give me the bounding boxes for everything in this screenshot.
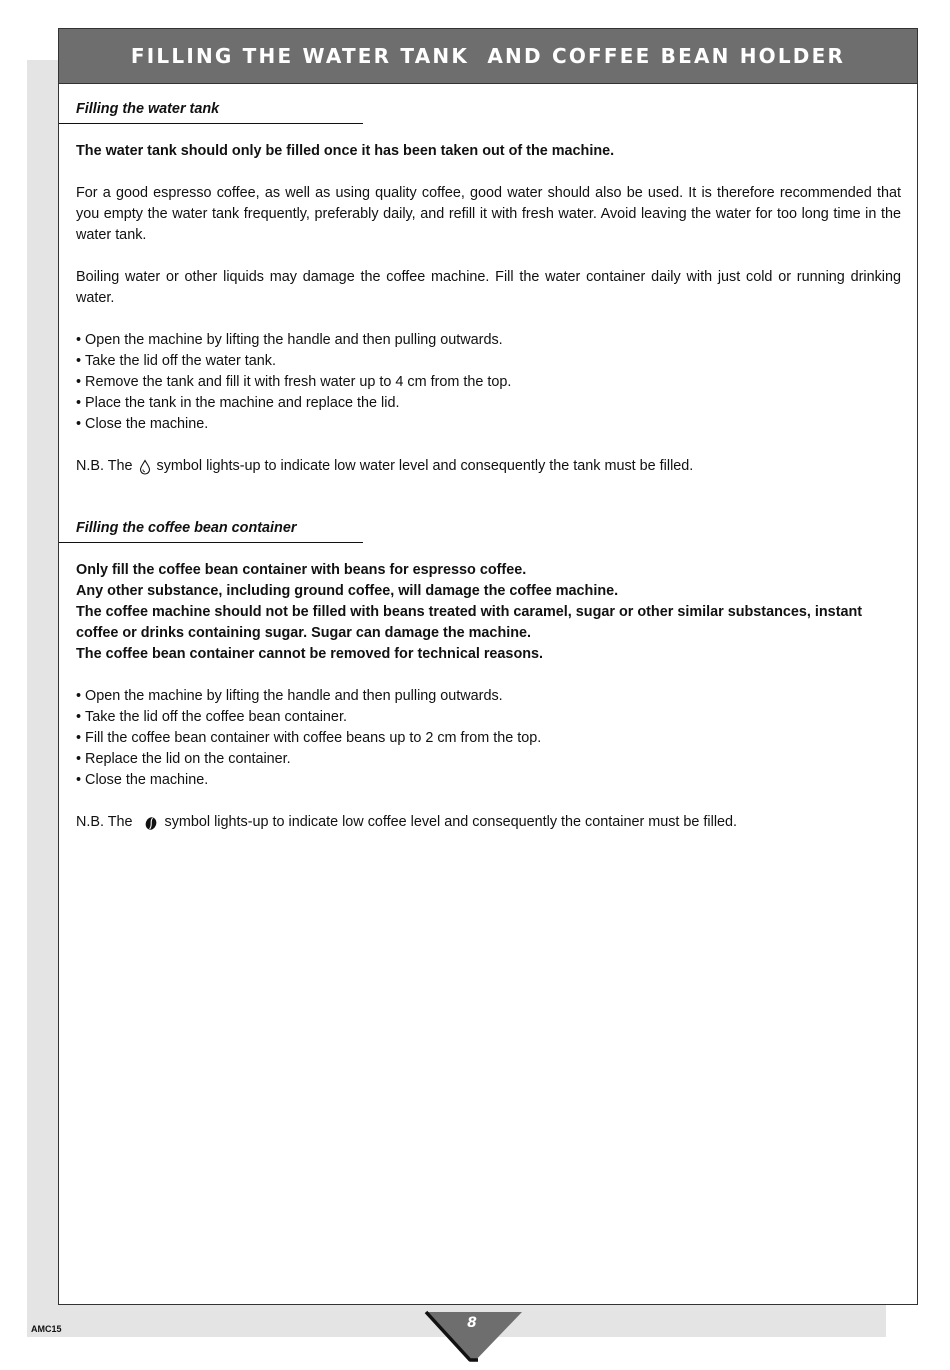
list-item: • Take the lid off the coffee bean container. xyxy=(76,707,901,728)
list-item: • Place the tank in the machine and replace the lid. xyxy=(76,393,901,414)
page-content xyxy=(76,99,901,833)
page-number: 8 xyxy=(467,1315,477,1331)
list-item: • Close the machine. xyxy=(76,770,901,791)
page-title: FILLING THE WATER TANK AND COFFEE BEAN HOLDER xyxy=(130,44,846,68)
title-bar xyxy=(59,29,917,84)
coffee-warning-2: Any other substance, including ground coffee, will damage the coffee machine. xyxy=(76,583,619,599)
water-paragraph-1: For a good espresso coffee, as well as using quality coffee, good water should also be used. It is therefore recommended that you empty the water tank frequently, preferably daily, and refill it with fresh water. Avoid leaving the water for too long time in the water tank. xyxy=(76,185,901,243)
coffee-steps-list xyxy=(76,686,901,791)
coffee-note-prefix: N.B. The xyxy=(76,814,133,830)
water-section-heading: Filling the water tank xyxy=(76,99,901,124)
water-note xyxy=(76,456,901,477)
list-item: • Open the machine by lifting the handle and then pulling outwards. xyxy=(76,686,901,707)
water-paragraph-2: Boiling water or other liquids may damage the coffee machine. Fill the water container daily with just cold or running drinking water. xyxy=(76,269,901,306)
list-item: • Take the lid off the water tank. xyxy=(76,351,901,372)
coffee-warning-3: The coffee machine should not be filled with beans treated with caramel, sugar or other similar substances, instant coffee or drinks containing sugar. Sugar can damage the machine. xyxy=(76,604,863,641)
coffee-note xyxy=(76,812,901,833)
coffee-bean-icon xyxy=(143,815,159,831)
water-note-text: symbol lights-up to indicate low water level and consequently the tank must be filled. xyxy=(156,458,694,474)
list-item: • Close the machine. xyxy=(76,414,901,435)
footer-model-code: AMC15 xyxy=(31,1324,62,1334)
coffee-warning-1: Only fill the coffee bean container with beans for espresso coffee. xyxy=(76,562,527,578)
coffee-section-heading: Filling the coffee bean container xyxy=(76,518,901,543)
coffee-warning-4: The coffee bean container cannot be removed for technical reasons. xyxy=(76,646,544,662)
list-item: • Remove the tank and fill it with fresh water up to 4 cm from the top. xyxy=(76,372,901,393)
list-item: • Open the machine by lifting the handle and then pulling outwards. xyxy=(76,330,901,351)
list-item: • Replace the lid on the container. xyxy=(76,749,901,770)
coffee-warnings xyxy=(76,560,901,665)
water-note-prefix: N.B. The xyxy=(76,458,133,474)
water-drop-icon xyxy=(137,459,153,475)
water-warning: The water tank should only be filled once it has been taken out of the machine. xyxy=(76,143,615,159)
list-item: • Fill the coffee bean container with coffee beans up to 2 cm from the top. xyxy=(76,728,901,749)
water-steps-list xyxy=(76,330,901,435)
page-frame xyxy=(58,28,918,1305)
coffee-note-text: symbol lights-up to indicate low coffee level and consequently the container must be filled. xyxy=(164,814,738,830)
